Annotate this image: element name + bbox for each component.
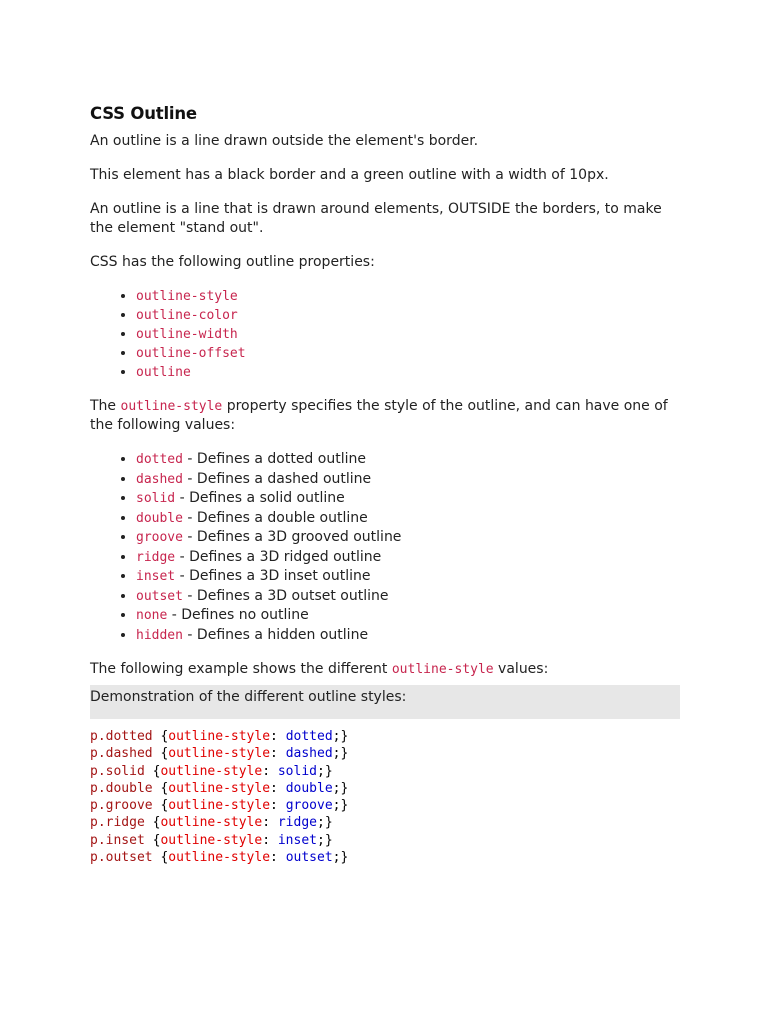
code-selector: p.dashed [90,746,161,762]
code-property: outline-style [160,832,263,848]
value-description: - Defines a dotted outline [182,451,366,467]
list-item [136,509,680,529]
code-brace: { [152,763,161,779]
code-property: outline-style [160,763,263,779]
paragraph-outline-style-intro [90,397,680,435]
code-line [90,814,680,831]
value-description: - Defines a 3D inset outline [175,568,371,584]
list-item [136,470,680,490]
code-selector: p.groove [90,798,161,814]
paragraph-properties-intro: CSS has the following outline properties: [90,254,375,270]
code-colon: : [270,798,286,814]
list-item [136,489,680,509]
code-value: groove [285,798,333,814]
example-heading: Demonstration of the different outline styles: [90,689,407,705]
code-brace: ;} [332,729,349,744]
property-code: outline-offset [136,346,246,361]
code-brace: { [160,780,169,796]
code-selector: p.dotted [90,729,161,744]
code-brace: { [160,850,169,866]
inline-code: outline-style [391,662,494,677]
value-description: - Defines a 3D grooved outline [182,529,402,545]
code-property: outline-style [168,746,271,762]
code-line [90,745,680,762]
code-value: dashed [285,746,333,762]
document-page [90,104,680,866]
value-description: - Defines no outline [167,607,309,623]
value-code: groove [136,530,183,545]
value-code: hidden [136,627,183,643]
value-code: dashed [136,471,183,487]
code-property: outline-style [168,850,271,866]
code-value: double [285,780,333,796]
code-line [90,832,680,849]
code-value: outset [285,850,333,866]
inline-code: outline-style [120,399,223,414]
property-code: outline-color [136,308,238,323]
code-brace: ;} [317,763,333,779]
code-colon: : [262,832,278,848]
page-title: CSS Outline [90,104,197,123]
code-brace: { [152,815,161,831]
code-colon: : [262,815,278,831]
text-before: The following example shows the different [90,661,392,677]
code-selector: p.inset [90,832,153,848]
paragraph-intro: An outline is a line drawn outside the element's border. [90,133,479,149]
code-line [90,797,680,814]
property-code: outline-width [136,327,238,342]
code-property: outline-style [168,780,271,796]
value-description: - Defines a 3D ridged outline [175,548,382,565]
code-colon: : [270,729,286,744]
code-value: inset [277,832,317,848]
text-after: property specifies the style of the outline, and can have one of the following values: [90,398,668,433]
code-line [90,763,680,780]
list-item [136,450,680,470]
example-heading-box [90,685,680,719]
value-code: outset [136,588,183,604]
list-item [136,626,680,646]
list-item [136,325,680,344]
properties-list [90,287,680,382]
paragraph-outline-definition: An outline is a line that is drawn around elements, OUTSIDE the borders, to make the element "stand out". [90,201,662,236]
value-code: dotted [136,452,183,467]
list-item [136,548,680,568]
text-before: The [90,398,121,414]
value-code: none [136,608,168,623]
code-brace: { [160,798,169,814]
code-brace: { [160,746,169,762]
text-after: values: [493,661,549,677]
code-colon: : [262,763,278,779]
code-brace: ;} [332,746,349,762]
code-line [90,728,680,745]
list-item [136,528,680,548]
code-block [90,728,680,866]
value-description: - Defines a dashed outline [182,470,372,487]
code-property: outline-style [168,729,271,744]
value-description: - Defines a double outline [182,509,368,526]
code-selector: p.ridge [90,815,153,831]
value-code: inset [136,569,176,584]
code-selector: p.solid [90,763,153,779]
list-item [136,306,680,325]
list-item [136,606,680,626]
code-line [90,780,680,797]
code-value: dotted [285,729,333,744]
value-code: ridge [136,549,176,565]
value-code: solid [136,491,176,506]
list-item [136,287,680,306]
code-value: ridge [277,815,317,831]
code-brace: { [160,729,169,744]
code-brace: { [152,832,161,848]
code-brace: ;} [332,850,349,866]
code-selector: p.double [90,780,161,796]
code-brace: ;} [317,815,333,831]
paragraph-example-element: This element has a black border and a green outline with a width of 10px. [90,167,609,183]
code-brace: ;} [332,780,349,796]
code-line [90,849,680,866]
code-brace: ;} [317,832,333,848]
code-property: outline-style [160,815,263,831]
code-value: solid [277,763,317,779]
code-selector: p.outset [90,850,161,866]
list-item [136,567,680,587]
code-colon: : [270,850,286,866]
code-colon: : [270,746,286,762]
value-description: - Defines a solid outline [175,490,345,506]
code-colon: : [270,780,286,796]
list-item [136,363,680,382]
code-brace: ;} [332,798,349,814]
value-code: double [136,510,183,526]
paragraph-example-intro [90,660,680,679]
property-code: outline-style [136,289,238,304]
values-list [90,450,680,645]
code-property: outline-style [168,798,271,814]
list-item [136,344,680,363]
value-description: - Defines a hidden outline [182,626,369,643]
value-description: - Defines a 3D outset outline [182,587,389,604]
list-item [136,587,680,607]
property-code: outline [136,365,191,380]
